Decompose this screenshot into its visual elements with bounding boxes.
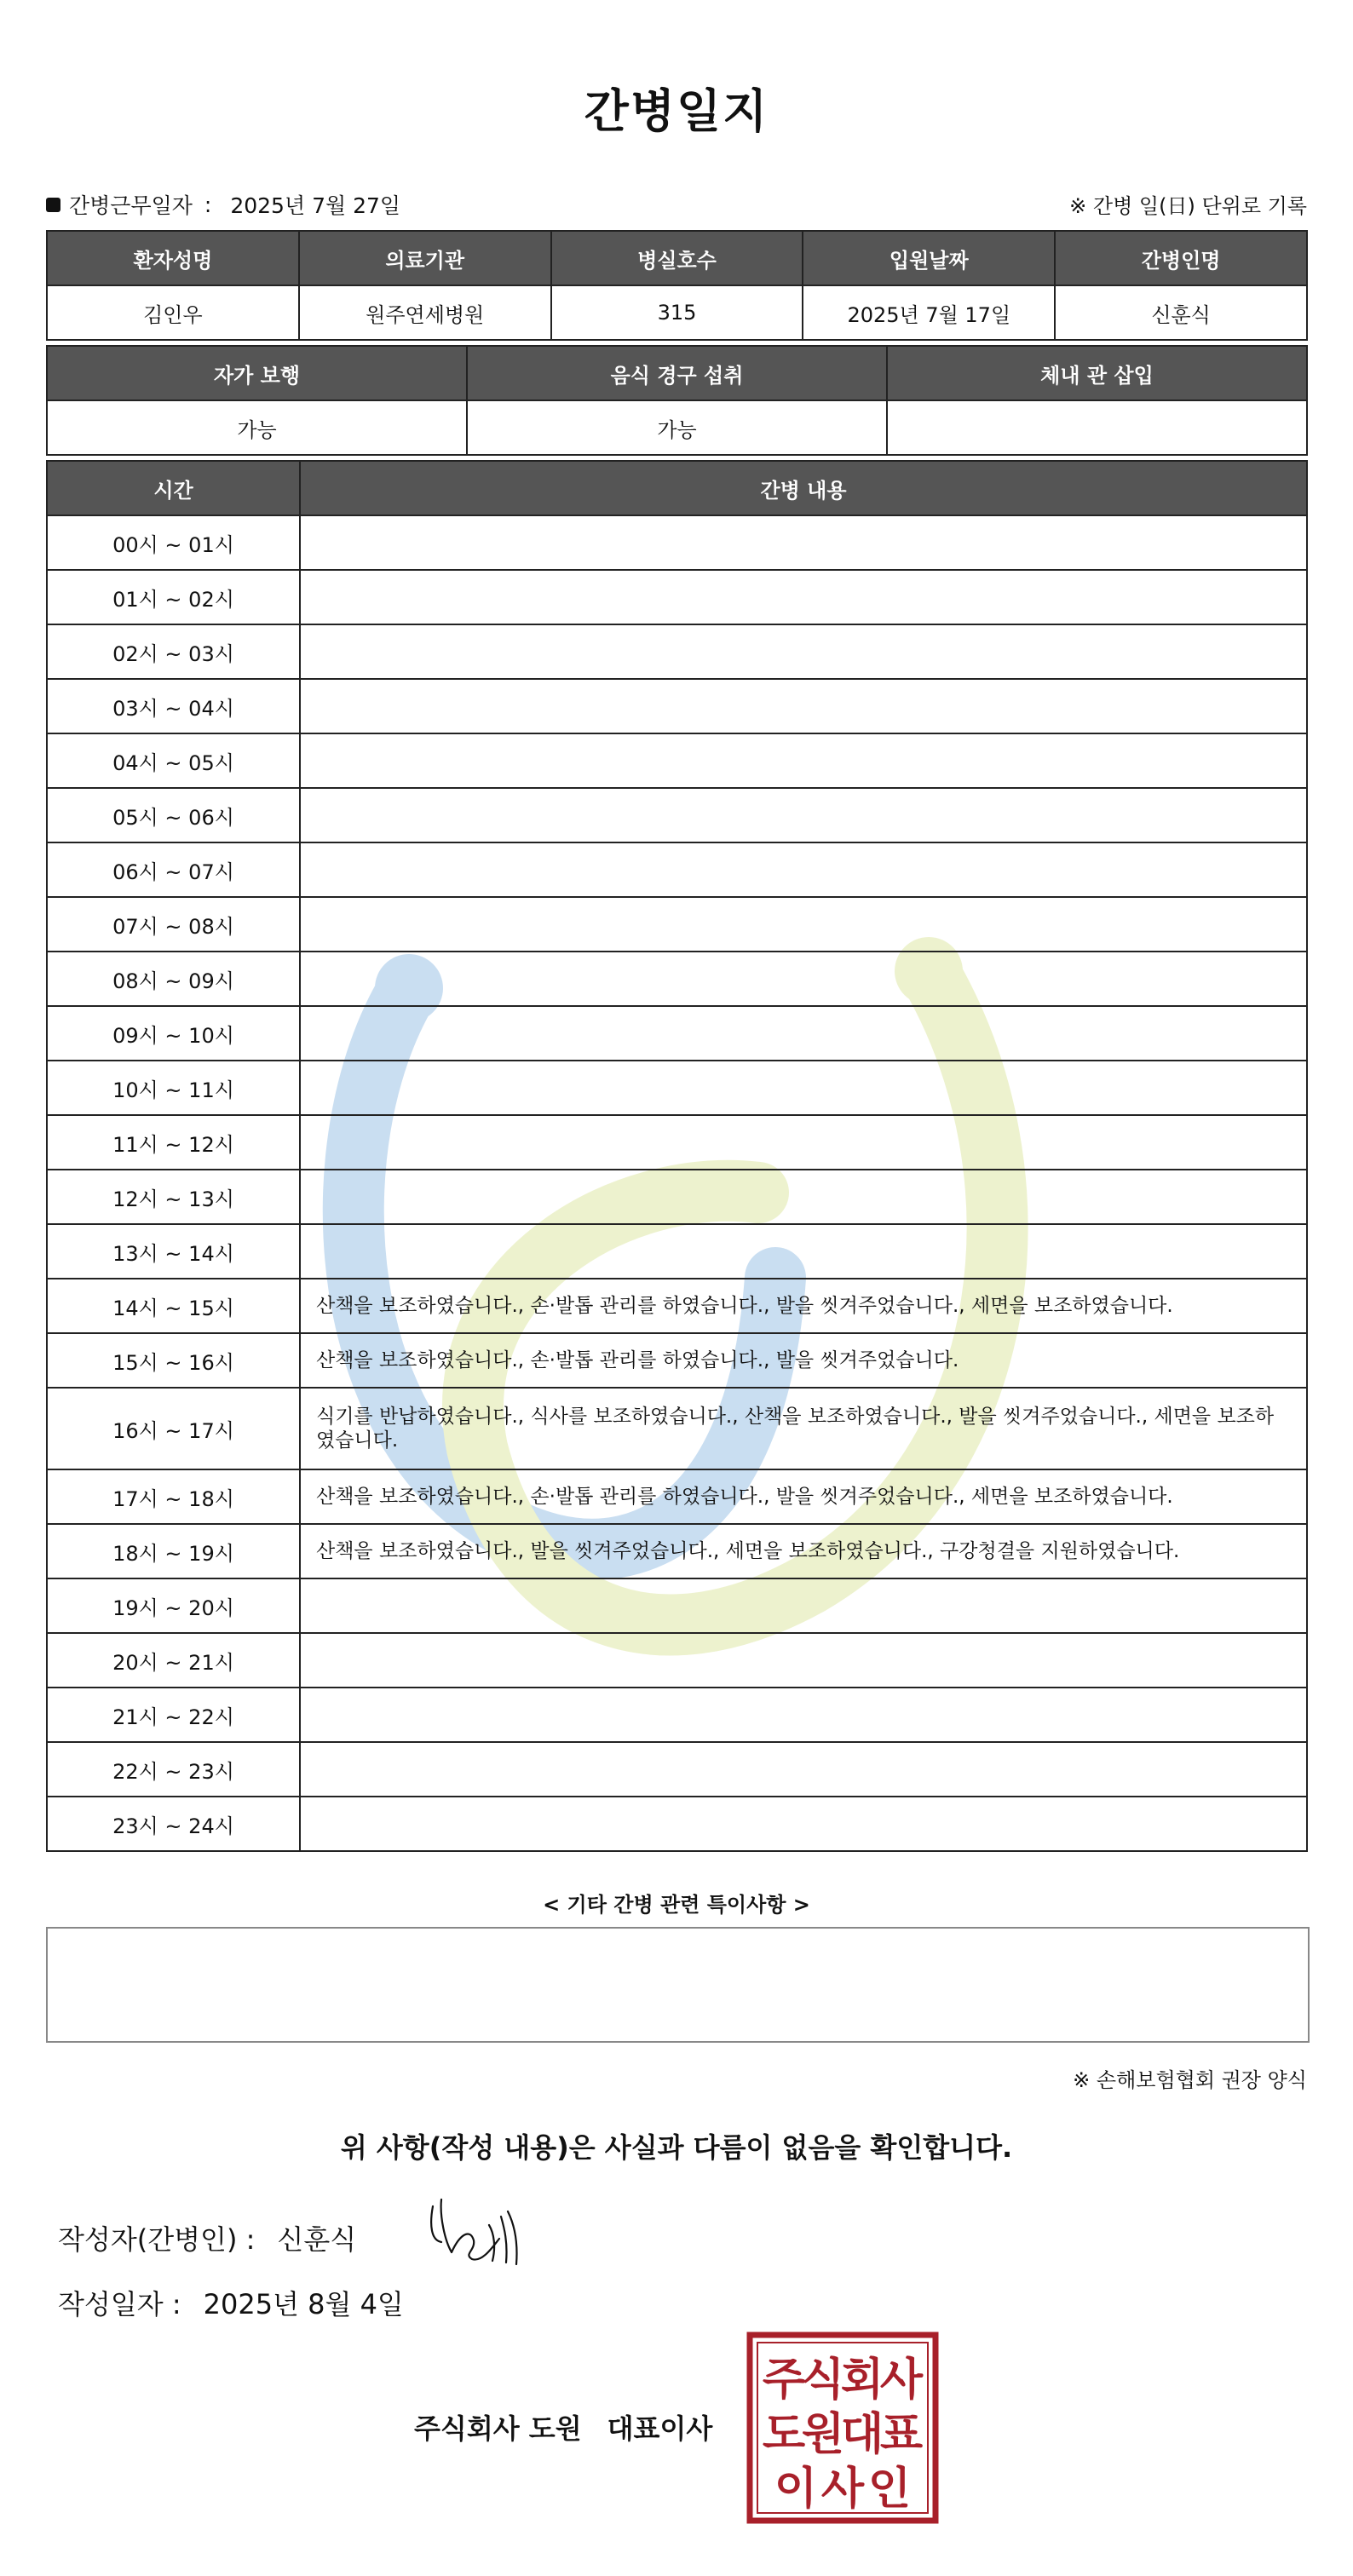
log-row xyxy=(47,1224,1307,1279)
caregiver-name: 신훈식 xyxy=(1055,285,1307,340)
tube-insertion-value xyxy=(887,400,1307,455)
log-content xyxy=(300,842,1307,897)
patient-info-table xyxy=(46,230,1308,341)
svg-text:표: 표 xyxy=(879,2409,924,2460)
svg-text:주: 주 xyxy=(762,2355,806,2406)
log-row xyxy=(47,788,1307,842)
log-time: 18시 ~ 19시 xyxy=(47,1524,300,1578)
handwritten-signature xyxy=(423,2191,533,2268)
log-content: 산책을 보조하였습니다., 손·발톱 관리를 하였습니다., 발을 씻겨주었습니다., 세면을 보조하였습니다. xyxy=(300,1279,1307,1333)
log-row xyxy=(47,1006,1307,1061)
log-content: 산책을 보조하였습니다., 손·발톱 관리를 하였습니다., 발을 씻겨주었습니다., 세면을 보조하였습니다. xyxy=(300,1469,1307,1524)
log-content xyxy=(300,733,1307,788)
log-time: 17시 ~ 18시 xyxy=(47,1469,300,1524)
self-walking-value: 가능 xyxy=(47,400,467,455)
log-row xyxy=(47,733,1307,788)
patient-name: 김인우 xyxy=(47,285,299,340)
log-content xyxy=(300,788,1307,842)
log-content: 식기를 반납하였습니다., 식사를 보조하였습니다., 산책을 보조하였습니다., 발을 씻겨주었습니다., 세면을 보조하였습니다. xyxy=(300,1388,1307,1469)
log-row xyxy=(47,952,1307,1006)
log-time: 04시 ~ 05시 xyxy=(47,733,300,788)
svg-text:사: 사 xyxy=(879,2355,924,2406)
header-tube-insertion: 체내 관 삽입 xyxy=(887,346,1307,400)
log-content xyxy=(300,1170,1307,1224)
log-content xyxy=(300,1115,1307,1170)
log-row xyxy=(47,1633,1307,1688)
log-content xyxy=(300,1006,1307,1061)
log-time: 11시 ~ 12시 xyxy=(47,1115,300,1170)
log-row xyxy=(47,1279,1307,1333)
oral-intake-value: 가능 xyxy=(467,400,887,455)
confirmation-statement: 위 사항(작성 내용)은 사실과 다름이 없음을 확인합니다. xyxy=(340,2131,1013,2164)
log-time: 09시 ~ 10시 xyxy=(47,1006,300,1061)
log-row xyxy=(47,897,1307,952)
log-content: 산책을 보조하였습니다., 발을 씻겨주었습니다., 세면을 보조하였습니다., 구강청결을 지원하였습니다. xyxy=(300,1524,1307,1578)
log-content xyxy=(300,515,1307,570)
svg-text:이: 이 xyxy=(774,2464,818,2515)
log-time: 08시 ~ 09시 xyxy=(47,952,300,1006)
log-row xyxy=(47,1797,1307,1851)
log-content xyxy=(300,897,1307,952)
log-row xyxy=(47,1388,1307,1469)
log-content: 산책을 보조하였습니다., 손·발톱 관리를 하였습니다., 발을 씻겨주었습니다. xyxy=(300,1333,1307,1388)
log-time: 20시 ~ 21시 xyxy=(47,1633,300,1688)
care-log-table xyxy=(46,460,1308,1852)
log-row xyxy=(47,1578,1307,1633)
log-time: 21시 ~ 22시 xyxy=(47,1688,300,1742)
log-row xyxy=(47,1061,1307,1115)
log-row xyxy=(47,1170,1307,1224)
log-content xyxy=(300,624,1307,679)
status-header-row xyxy=(47,346,1307,400)
ceo-title: 대표이사 xyxy=(607,2412,713,2445)
record-unit-note: ※ 간병 일(日) 단위로 기록 xyxy=(1069,194,1307,218)
admission-date: 2025년 7월 17일 xyxy=(803,285,1055,340)
header-caregiver-name: 간병인명 xyxy=(1055,231,1307,285)
log-content xyxy=(300,570,1307,624)
log-time: 10시 ~ 11시 xyxy=(47,1061,300,1115)
log-content xyxy=(300,1797,1307,1851)
header-oral-intake: 음식 경구 섭취 xyxy=(467,346,887,400)
log-row xyxy=(47,1688,1307,1742)
log-content xyxy=(300,1633,1307,1688)
care-log-header-row xyxy=(47,461,1307,515)
svg-text:원: 원 xyxy=(801,2409,845,2460)
log-row xyxy=(47,842,1307,897)
written-date-label: 작성일자 : xyxy=(58,2288,181,2320)
log-row xyxy=(47,679,1307,733)
log-time: 02시 ~ 03시 xyxy=(47,624,300,679)
log-time: 12시 ~ 13시 xyxy=(47,1170,300,1224)
hospital-name: 원주연세병원 xyxy=(299,285,551,340)
writer-label: 작성자(간병인) : xyxy=(58,2223,256,2256)
log-row xyxy=(47,1115,1307,1170)
log-time: 07시 ~ 08시 xyxy=(47,897,300,952)
patient-info-value-row xyxy=(47,285,1307,340)
writer-line xyxy=(58,2218,356,2257)
log-row xyxy=(47,1524,1307,1578)
written-date-value: 2025년 8월 4일 xyxy=(203,2288,404,2320)
bullet-square-icon xyxy=(46,198,60,212)
log-row xyxy=(47,1469,1307,1524)
log-row xyxy=(47,1742,1307,1797)
header-hospital: 의료기관 xyxy=(299,231,551,285)
svg-text:대: 대 xyxy=(840,2409,884,2460)
work-date-label: 간병근무일자 xyxy=(69,193,193,218)
header-room-number: 병실호수 xyxy=(551,231,803,285)
log-time: 19시 ~ 20시 xyxy=(47,1578,300,1633)
log-content xyxy=(300,1578,1307,1633)
work-date-colon: : xyxy=(204,192,212,217)
svg-text:사: 사 xyxy=(820,2464,865,2515)
status-value-row xyxy=(47,400,1307,455)
writer-name: 신훈식 xyxy=(277,2223,357,2256)
log-row xyxy=(47,624,1307,679)
log-time: 16시 ~ 17시 xyxy=(47,1388,300,1469)
log-time: 03시 ~ 04시 xyxy=(47,679,300,733)
log-row xyxy=(47,1333,1307,1388)
patient-info-header-row xyxy=(47,231,1307,285)
room-number: 315 xyxy=(551,285,803,340)
log-time: 15시 ~ 16시 xyxy=(47,1333,300,1388)
header-care-content: 간병 내용 xyxy=(300,461,1307,515)
document-title: 간병일지 xyxy=(584,84,769,138)
special-notes-label: < 기타 간병 관련 특이사항 > xyxy=(543,1893,810,1917)
special-notes-box xyxy=(46,1927,1310,2043)
log-row xyxy=(47,570,1307,624)
log-content xyxy=(300,1061,1307,1115)
log-content xyxy=(300,679,1307,733)
written-date-line xyxy=(58,2283,404,2322)
svg-text:식: 식 xyxy=(801,2355,845,2406)
work-date-value: 2025년 7월 27일 xyxy=(230,193,401,218)
header-admission-date: 입원날짜 xyxy=(803,231,1055,285)
log-row xyxy=(47,515,1307,570)
company-line xyxy=(414,2407,712,2447)
log-content xyxy=(300,1742,1307,1797)
header-time: 시간 xyxy=(47,461,300,515)
log-time: 00시 ~ 01시 xyxy=(47,515,300,570)
company-name: 주식회사 도원 xyxy=(414,2412,582,2445)
work-date-line xyxy=(46,189,400,220)
log-time: 06시 ~ 07시 xyxy=(47,842,300,897)
header-patient-name: 환자성명 xyxy=(47,231,299,285)
svg-text:인: 인 xyxy=(867,2464,912,2515)
patient-status-table xyxy=(46,345,1308,456)
log-time: 23시 ~ 24시 xyxy=(47,1797,300,1851)
log-time: 01시 ~ 02시 xyxy=(47,570,300,624)
log-content xyxy=(300,1688,1307,1742)
log-time: 22시 ~ 23시 xyxy=(47,1742,300,1797)
company-seal xyxy=(746,2332,939,2524)
svg-text:회: 회 xyxy=(840,2355,884,2406)
log-content xyxy=(300,952,1307,1006)
log-time: 13시 ~ 14시 xyxy=(47,1224,300,1279)
log-time: 05시 ~ 06시 xyxy=(47,788,300,842)
log-time: 14시 ~ 15시 xyxy=(47,1279,300,1333)
svg-text:도: 도 xyxy=(762,2409,806,2460)
insurer-form-note: ※ 손해보험협회 권장 양식 xyxy=(1073,2068,1307,2092)
header-self-walking: 자가 보행 xyxy=(47,346,467,400)
log-content xyxy=(300,1224,1307,1279)
